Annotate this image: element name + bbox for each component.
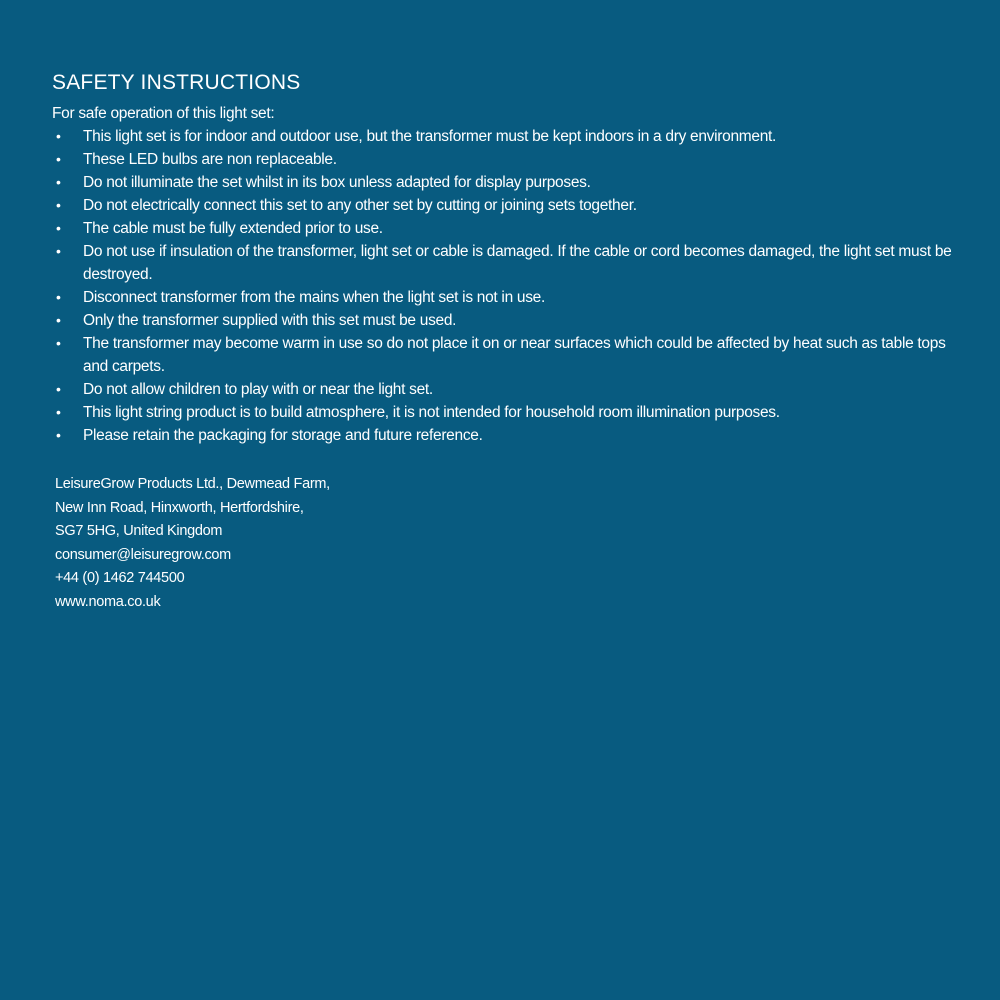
bullet-icon: • [56, 404, 61, 420]
page-title: SAFETY INSTRUCTIONS [52, 71, 301, 94]
bullet-icon: • [56, 243, 61, 259]
instruction-text: Do not illuminate the set whilst in its box unless adapted for display purposes. [83, 174, 591, 191]
bullet-icon: • [56, 381, 61, 397]
list-item [52, 194, 952, 217]
instruction-list [52, 125, 952, 447]
list-item [52, 125, 952, 148]
list-item [52, 378, 952, 401]
instruction-text: Please retain the packaging for storage and future reference. [83, 427, 483, 444]
instruction-text: The cable must be fully extended prior to use. [83, 220, 383, 237]
contact-email: consumer@leisuregrow.com [55, 546, 231, 563]
bullet-icon: • [56, 220, 61, 236]
list-item [52, 171, 952, 194]
instruction-text: Do not allow children to play with or near the light set. [83, 381, 433, 398]
bullet-icon: • [56, 289, 61, 305]
safety-panel [52, 70, 952, 614]
list-item [52, 148, 952, 171]
instruction-text: Do not use if insulation of the transformer, light set or cable is damaged. If the cable or cord becomes damaged, the light set must be destroyed. [83, 243, 952, 283]
intro-text: For safe operation of this light set: [52, 105, 275, 122]
instruction-text: Only the transformer supplied with this set must be used. [83, 312, 457, 329]
instruction-text: The transformer may become warm in use so do not place it on or near surfaces which could be affected by heat such as table tops and carpets. [83, 335, 946, 375]
bullet-icon: • [56, 427, 61, 443]
list-item [52, 309, 952, 332]
instruction-text: This light string product is to build atmosphere, it is not intended for household room illumination purposes. [83, 404, 780, 421]
bullet-icon: • [56, 128, 61, 144]
bullet-icon: • [56, 151, 61, 167]
list-item [52, 332, 952, 378]
instruction-text: This light set is for indoor and outdoor use, but the transformer must be kept indoors in a dry environment. [83, 128, 777, 145]
list-item [52, 401, 952, 424]
list-item [52, 240, 952, 286]
company-address-line-3: SG7 5HG, United Kingdom [55, 523, 223, 539]
instruction-text: These LED bulbs are non replaceable. [83, 151, 337, 168]
contact-block [52, 473, 952, 614]
contact-phone: +44 (0) 1462 744500 [55, 570, 185, 586]
list-item [52, 424, 952, 447]
bullet-icon: • [56, 197, 61, 213]
instruction-text: Do not electrically connect this set to any other set by cutting or joining sets together. [83, 197, 637, 214]
bullet-icon: • [56, 312, 61, 328]
bullet-icon: • [56, 174, 61, 190]
list-item [52, 286, 952, 309]
bullet-icon: • [56, 335, 61, 351]
company-address-line-1: LeisureGrow Products Ltd., Dewmead Farm, [55, 476, 330, 492]
contact-website: www.noma.co.uk [55, 593, 161, 610]
company-address-line-2: New Inn Road, Hinxworth, Hertfordshire, [55, 499, 304, 516]
list-item [52, 217, 952, 240]
instruction-text: Disconnect transformer from the mains when the light set is not in use. [83, 289, 546, 306]
